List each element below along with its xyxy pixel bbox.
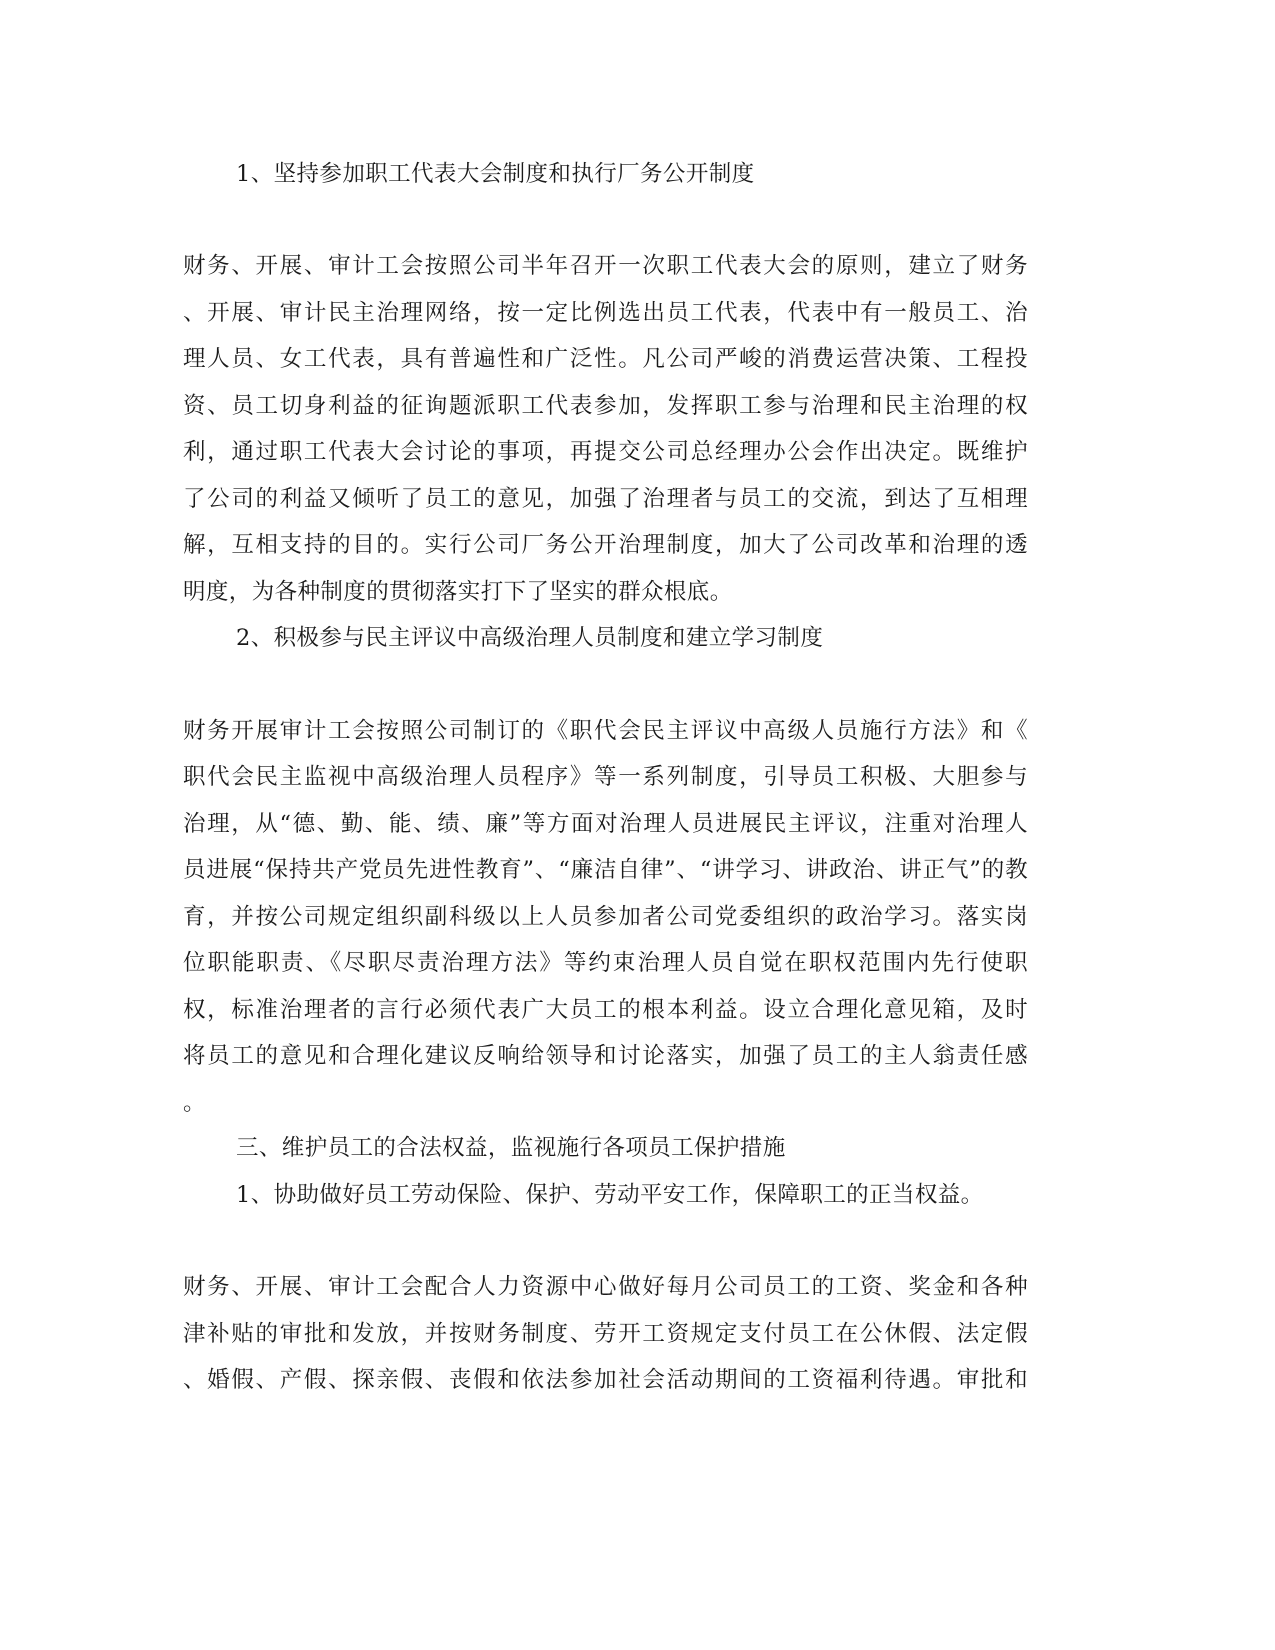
paragraph-line: 解，互相支持的目的。实行公司厂务公开治理制度，加大了公司改革和治理的透 — [183, 532, 1028, 558]
paragraph-line: 明度，为各种制度的贯彻落实打下了坚实的群众根底。 — [183, 579, 733, 605]
heading-3-1: 1、协助做好员工劳动保险、保护、劳动平安工作，保障职工的正当权益。 — [236, 1182, 984, 1208]
paragraph-line: 权，标准治理者的言行必须代表广大员工的根本利益。设立合理化意见箱，及时 — [183, 997, 1028, 1023]
paragraph-line: 财务开展审计工会按照公司制订的《职代会民主评议中高级人员施行方法》和《 — [183, 718, 1028, 744]
paragraph-line: 资、员工切身利益的征询题派职工代表参加，发挥职工参与治理和民主治理的权 — [183, 393, 1028, 419]
heading-2: 2、积极参与民主评议中高级治理人员制度和建立学习制度 — [236, 625, 824, 651]
paragraph-line: 利，通过职工代表大会讨论的事项，再提交公司总经理办公会作出决定。既维护 — [183, 439, 1028, 465]
paragraph-line: 育，并按公司规定组织副科级以上人员参加者公司党委组织的政治学习。落实岗 — [183, 904, 1028, 930]
paragraph-line: 。 — [183, 1090, 206, 1116]
paragraph-line: 位职能职责、《尽职尽责治理方法》等约束治理人员自觉在职权范围内先行使职 — [183, 950, 1028, 976]
paragraph-line: 财务、开展、审计工会配合人力资源中心做好每月公司员工的工资、奖金和各种 — [183, 1274, 1028, 1300]
section-heading-3: 三、维护员工的合法权益，监视施行各项员工保护措施 — [236, 1135, 786, 1161]
paragraph-line: 财务、开展、审计工会按照公司半年召开一次职工代表大会的原则，建立了财务 — [183, 253, 1028, 279]
paragraph-line: 治理，从“德、勤、能、绩、廉”等方面对治理人员进展民主评议，注重对治理人 — [183, 811, 1028, 837]
paragraph-line: 了公司的利益又倾听了员工的意见，加强了治理者与员工的交流，到达了互相理 — [183, 486, 1028, 512]
paragraph-line: 职代会民主监视中高级治理人员程序》等一系列制度，引导员工积极、大胆参与 — [183, 764, 1028, 790]
paragraph-line: 将员工的意见和合理化建议反响给领导和讨论落实，加强了员工的主人翁责任感 — [183, 1043, 1028, 1069]
heading-1: 1、坚持参加职工代表大会制度和执行厂务公开制度 — [236, 161, 755, 187]
paragraph-line: 、开展、审计民主治理网络，按一定比例选出员工代表，代表中有一般员工、治 — [183, 300, 1028, 326]
paragraph-line: 理人员、女工代表，具有普遍性和广泛性。凡公司严峻的消费运营决策、工程投 — [183, 346, 1028, 372]
paragraph-line: 员进展“保持共产党员先进性教育”、“廉洁自律”、“讲学习、讲政治、讲正气”的教 — [183, 857, 1028, 883]
paragraph-line: 、婚假、产假、探亲假、丧假和依法参加社会活动期间的工资福利待遇。审批和 — [183, 1367, 1028, 1393]
paragraph-line: 津补贴的审批和发放，并按财务制度、劳开工资规定支付员工在公休假、法定假 — [183, 1321, 1028, 1347]
